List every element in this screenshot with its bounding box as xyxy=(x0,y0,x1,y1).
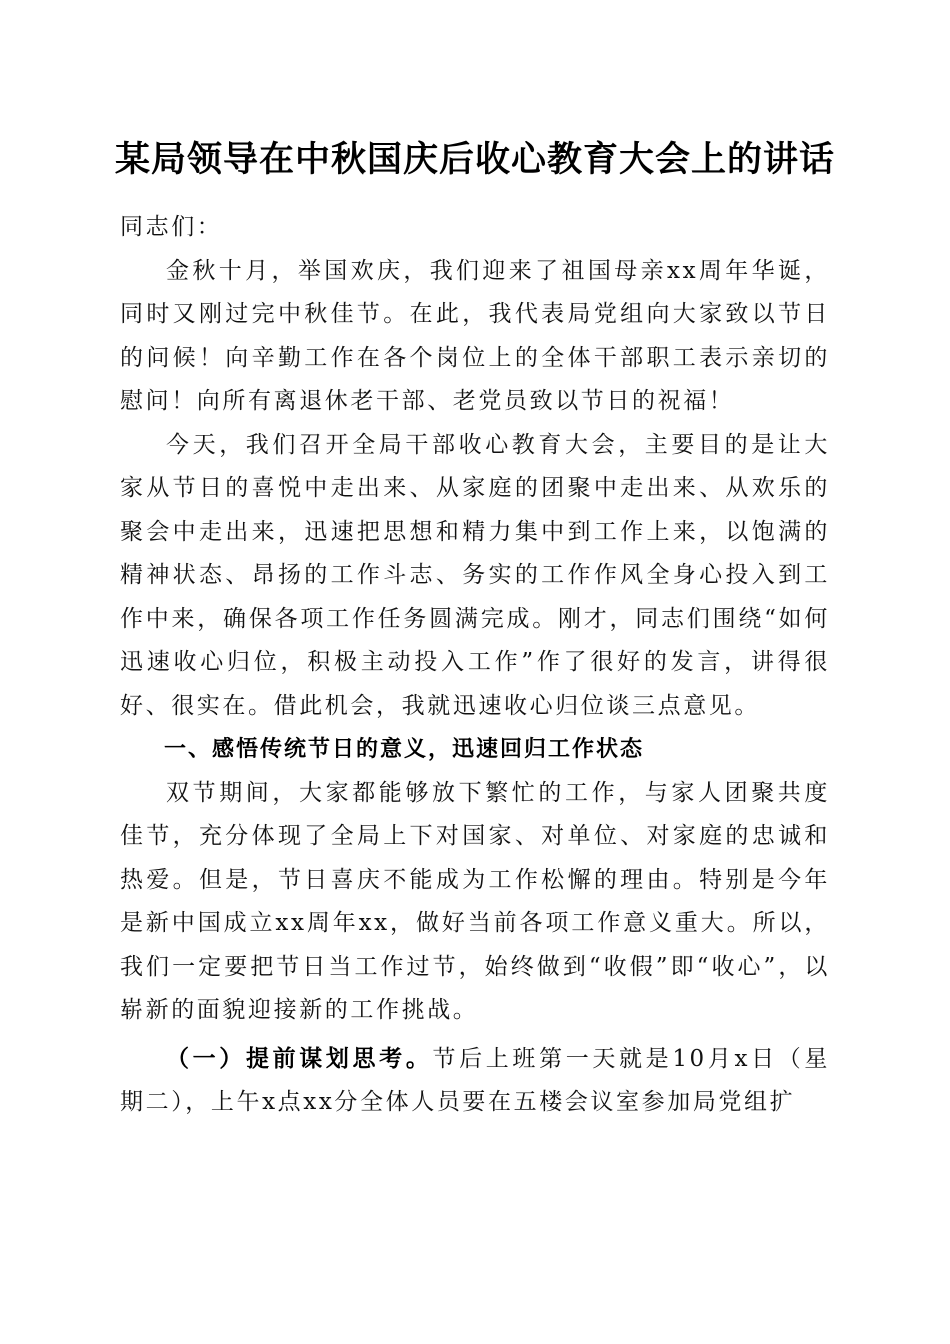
salutation: 同志们： xyxy=(120,214,223,240)
subsection-1-text: 节后上班第一天就是10月x日（星期二），上午x点xx分全体人员要在五楼会议室参加局党组扩 xyxy=(120,1045,830,1115)
section-1-paragraph: 双节期间，大家都能够放下繁忙的工作，与家人团聚共度佳节，充分体现了全局上下对国家、对单位、对家庭的忠诚和热爱。但是，节日喜庆不能成为工作松懈的理由。特别是今年是新中国成立xx周年xx，做好当前各项工作意义重大。所以，我们一定要把节日当工作过节，始终做到“收假”即“收心”，以崭新的面貌迎接新的工作挑战。 xyxy=(120,779,830,1023)
document-title: 某局领导在中秋国庆后收心教育大会上的讲话 xyxy=(114,139,835,180)
section-heading-1: 一、感悟传统节日的意义，迅速回归工作状态 xyxy=(164,737,645,762)
subsection-1-label: （一）提前谋划思考。 xyxy=(166,1044,433,1072)
paragraph-purpose: 今天，我们召开全局干部收心教育大会，主要目的是让大家从节日的喜悦中走出来、从家庭的团聚中走出来、从欢乐的聚会中走出来，迅速把思想和精力集中到工作上来，以饱满的精神状态、昂扬的工作斗志、务实的工作作风全身心投入到工作中来，确保各项工作任务圆满完成。刚才，同志们围绕“如何迅速收心归位，积极主动投入工作”作了很好的发言，讲得很好、很实在。借此机会，我就迅速收心归位谈三点意见。 xyxy=(120,431,830,719)
paragraph-greeting: 金秋十月，举国欢庆，我们迎来了祖国母亲xx周年华诞，同时又刚过完中秋佳节。在此，我代表局党组向大家致以节日的问候！向辛勤工作在各个岗位上的全体干部职工表示亲切的慰问！向所有离退休老干部、老党员致以节日的祝福！ xyxy=(120,257,830,414)
document-body xyxy=(120,206,830,1125)
subsection-1-paragraph xyxy=(120,1037,830,1125)
